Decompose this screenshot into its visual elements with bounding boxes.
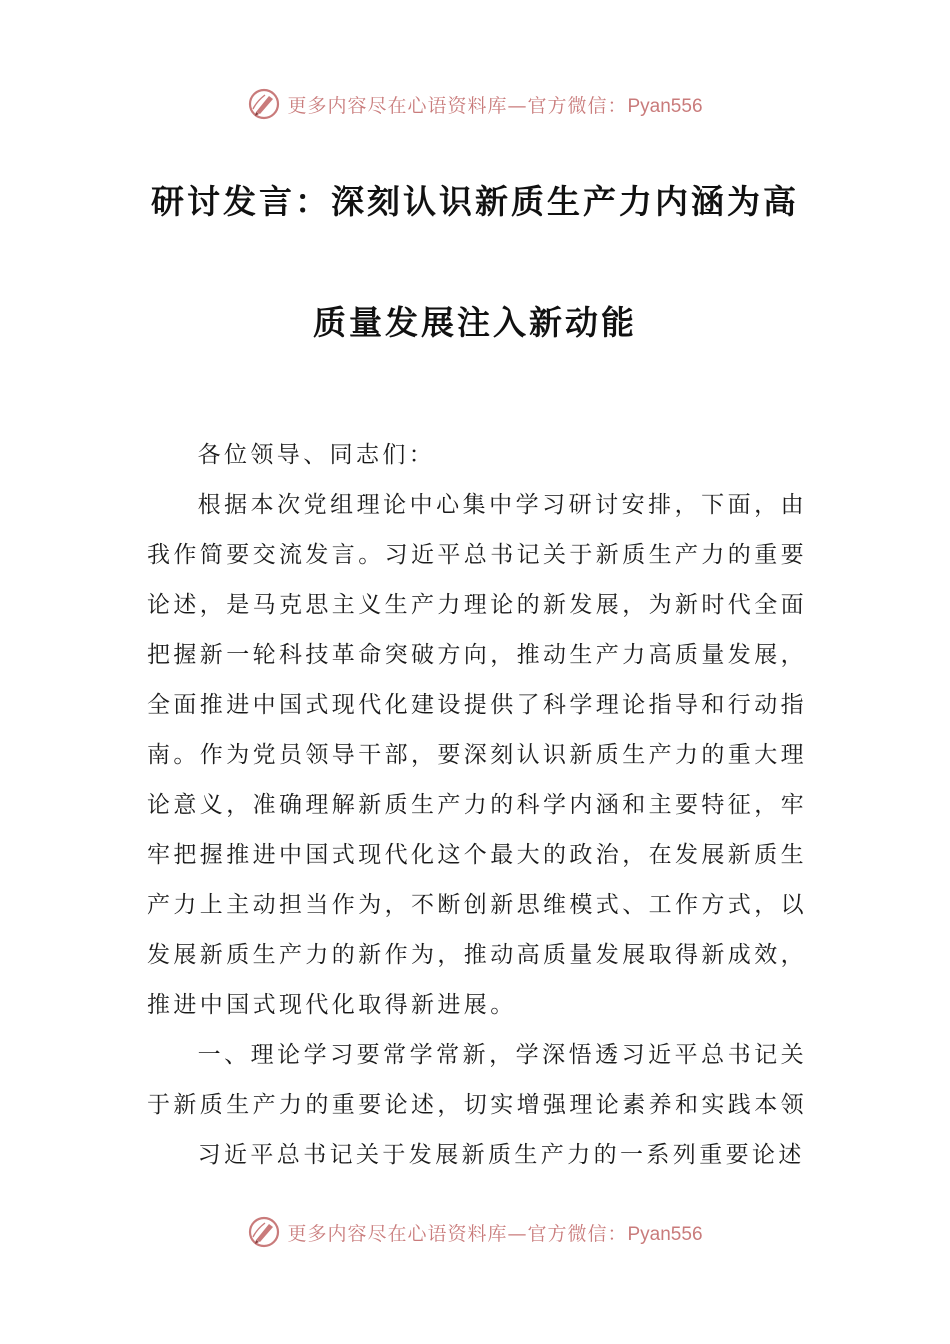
banner-text-cn: 更多内容尽在心语资料库—官方微信： — [287, 1222, 628, 1245]
paragraph-2: 习近平总书记关于发展新质生产力的一系列重要论述 — [197, 1142, 805, 1168]
section-heading-1: 一、理论学习要常学常新，学深悟透习近平总书记关于新质生产力的重要论述，切实增强理论素养和实践本领 — [147, 1042, 807, 1118]
footer-banner — [0, 1212, 950, 1252]
banner-wechat-id: Pyan556 — [627, 95, 703, 117]
pen-logo-icon — [247, 1215, 281, 1249]
title-line-2: 质量发展注入新动能 — [313, 303, 637, 342]
banner-wechat-id: Pyan556 — [627, 1223, 703, 1245]
document-body — [147, 430, 807, 1180]
banner-text — [287, 91, 702, 118]
paragraph-1: 根据本次党组理论中心集中学习研讨安排，下面，由我作简要交流发言。习近平总书记关于新质生产力的重要论述，是马克思主义生产力理论的新发展，为新时代全面把握新一轮科技革命突破方向，推动生产力高质量发展，全面推进中国式现代化建设提供了科学理论指导和行动指南。作为党员领导干部，要深刻认识新质生产力的重大理论意义，准确理解新质生产力的科学内涵和主要特征，牢牢把握推进中国式现代化这个最大的政治，在发展新质生产力上主动担当作为，不断创新思维模式、工作方式，以发展新质生产力的新作为，推动高质量发展取得新成效，推进中国式现代化取得新进展。 — [147, 492, 807, 1018]
salutation: 各位领导、同志们： — [197, 442, 436, 468]
banner-text — [287, 1219, 702, 1246]
title-line-1: 研讨发言：深刻认识新质生产力内涵为高 — [151, 182, 799, 221]
banner-text-cn: 更多内容尽在心语资料库—官方微信： — [287, 94, 628, 117]
pen-logo-icon — [247, 87, 281, 121]
header-banner — [0, 84, 950, 124]
